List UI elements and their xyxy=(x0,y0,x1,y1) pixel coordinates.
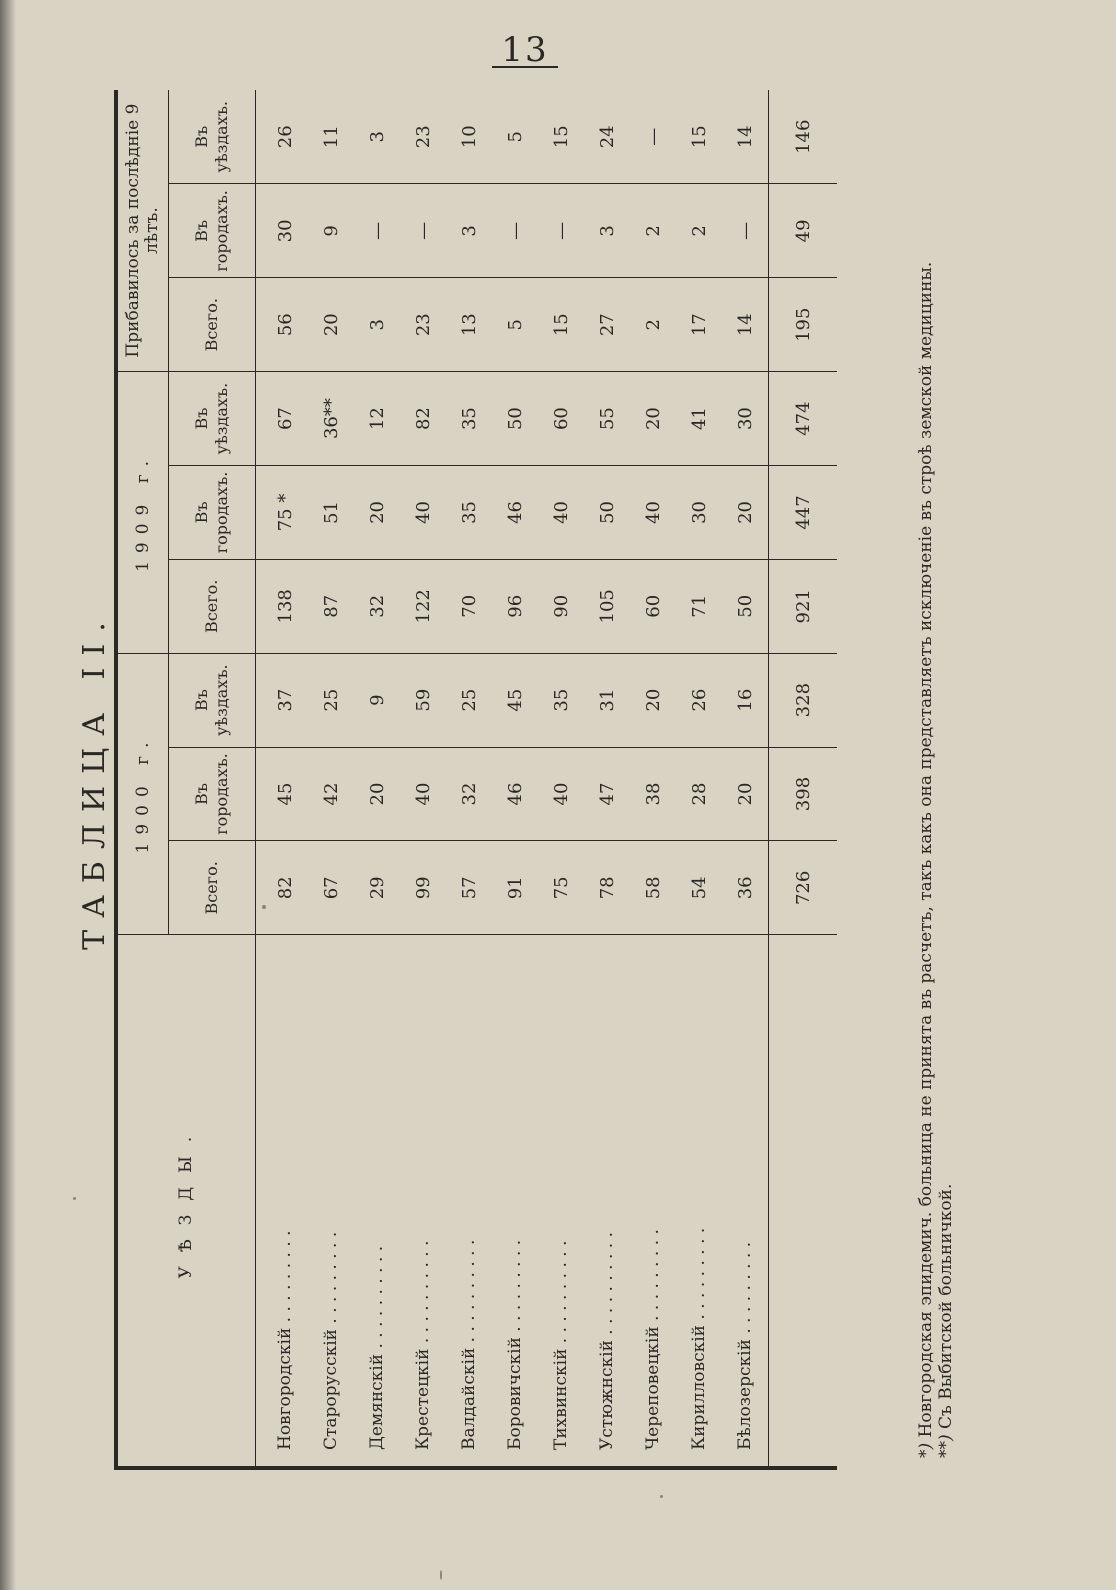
header-1909-districts: Въ уѣздахъ. xyxy=(169,372,256,466)
cell-1900-districts: 35 xyxy=(538,653,584,747)
cell-1909-total: 105 xyxy=(584,559,630,653)
table-row xyxy=(584,90,630,1468)
cell-1900-total: 91 xyxy=(492,841,538,935)
paper-speck xyxy=(73,1197,76,1200)
cell-increase-districts: 15 xyxy=(676,90,722,184)
cell-increase-towns: — xyxy=(492,184,538,278)
cell-increase-districts: 15 xyxy=(538,90,584,184)
cell-1900-districts: 25 xyxy=(446,653,492,747)
cell-1909-total: 90 xyxy=(538,559,584,653)
cell-1909-districts: 82 xyxy=(400,372,446,466)
cell-1900-districts: 26 xyxy=(676,653,722,747)
cell-1909-districts: 30 xyxy=(722,372,769,466)
header-increase-towns: Въ городахъ. xyxy=(169,184,256,278)
table-title: ТАБЛИЦА II. xyxy=(77,610,112,950)
cell-increase-towns: — xyxy=(354,184,400,278)
cell-increase-districts: 3 xyxy=(354,90,400,184)
district-label: Крестецкій xyxy=(413,1348,433,1450)
district-label: Кирилловскій xyxy=(689,1324,709,1450)
cell-1909-towns: 51 xyxy=(308,466,354,560)
cell-1909-total: 87 xyxy=(308,559,354,653)
cell-1909-total: 32 xyxy=(354,559,400,653)
district-label: Старорусскій xyxy=(321,1329,341,1450)
paper-speck xyxy=(440,1570,442,1580)
cell-increase-total: 3 xyxy=(354,278,400,372)
table-row xyxy=(492,90,538,1468)
table-row xyxy=(676,90,722,1468)
page-number: 13 xyxy=(501,30,549,70)
leader-dots: . . . . . . . . . xyxy=(689,1227,709,1320)
cell-1909-total: 71 xyxy=(676,559,722,653)
table-row xyxy=(722,90,769,1468)
cell-1900-total: 82 xyxy=(256,841,309,935)
district-name xyxy=(722,935,769,1468)
header-1909-total: Всего. xyxy=(169,559,256,653)
district-label: Боровичскій xyxy=(505,1337,525,1450)
cell-increase-districts: 23 xyxy=(400,90,446,184)
district-label: Валдайскій xyxy=(459,1347,479,1450)
table-row xyxy=(256,90,309,1468)
district-name xyxy=(256,935,309,1468)
leader-dots: . . . . . . . . . xyxy=(505,1239,525,1332)
cell-1900-towns: 20 xyxy=(354,747,400,841)
cell-1900-districts: 9 xyxy=(354,653,400,747)
cell-1909-towns: 75 * xyxy=(256,466,309,560)
district-label: Бѣлозерскій xyxy=(735,1339,755,1450)
cell-increase-towns: — xyxy=(400,184,446,278)
cell-1909-towns: 46 xyxy=(492,466,538,560)
cell-1909-districts: 12 xyxy=(354,372,400,466)
cell-1909-towns: 35 xyxy=(446,466,492,560)
cell-1900-districts: 59 xyxy=(400,653,446,747)
footnote-1-mark: *) xyxy=(916,1442,936,1458)
rotated-table-block xyxy=(77,90,960,1470)
cell-increase-total: 14 xyxy=(722,278,769,372)
cell-1909-districts: 55 xyxy=(584,372,630,466)
header-districts: УѢЗДЫ. xyxy=(116,935,256,1468)
table-row xyxy=(400,90,446,1468)
cell-increase-towns: 3 xyxy=(584,184,630,278)
header-year-1900: 1900 г. xyxy=(116,653,169,935)
district-name xyxy=(446,935,492,1468)
cell-increase-total: 13 xyxy=(446,278,492,372)
cell-increase-towns: 30 xyxy=(256,184,309,278)
district-label: Череповецкій xyxy=(643,1326,663,1450)
cell-1909-districts: 41 xyxy=(676,372,722,466)
cell-1909-towns: 20 xyxy=(354,466,400,560)
district-name xyxy=(538,935,584,1468)
cell-1909-districts: 50 xyxy=(492,372,538,466)
header-1909-towns: Въ городахъ. xyxy=(169,466,256,560)
total-1909-districts: 474 xyxy=(769,372,838,466)
cell-1900-total: 36 xyxy=(722,841,769,935)
header-year-1909: 1909 г. xyxy=(116,372,169,654)
cell-1909-districts: 60 xyxy=(538,372,584,466)
leader-dots: . . . . . . . . . . xyxy=(367,1245,387,1349)
table-row xyxy=(630,90,676,1468)
district-label: Демянскій xyxy=(367,1353,387,1450)
district-label: Тихвинскій xyxy=(551,1348,571,1450)
header-1900-total: Всего. xyxy=(169,841,256,935)
cell-increase-total: 5 xyxy=(492,278,538,372)
district-name xyxy=(308,935,354,1468)
cell-increase-total: 15 xyxy=(538,278,584,372)
cell-increase-districts: 5 xyxy=(492,90,538,184)
cell-1900-total: 99 xyxy=(400,841,446,935)
cell-1900-towns: 45 xyxy=(256,747,309,841)
leader-dots: . . . . . . . . . . xyxy=(459,1239,479,1343)
cell-1909-towns: 20 xyxy=(722,466,769,560)
cell-1909-total: 138 xyxy=(256,559,309,653)
header-1900-towns: Въ городахъ. xyxy=(169,747,256,841)
cell-increase-districts: 26 xyxy=(256,90,309,184)
cell-increase-districts: 14 xyxy=(722,90,769,184)
cell-1900-districts: 37 xyxy=(256,653,309,747)
leader-dots: . . . . . . . . . xyxy=(643,1229,663,1321)
cell-1900-total: 54 xyxy=(676,841,722,935)
cell-1909-total: 122 xyxy=(400,559,446,653)
leader-dots: . . . . . . . . . . xyxy=(597,1232,617,1335)
cell-1909-total: 70 xyxy=(446,559,492,653)
footnote-2-text: Съ Выбитской больничкой. xyxy=(936,1183,956,1429)
total-1909-total: 921 xyxy=(769,559,838,653)
cell-1909-total: 96 xyxy=(492,559,538,653)
total-1900-towns: 398 xyxy=(769,747,838,841)
cell-increase-towns: — xyxy=(722,184,769,278)
cell-1900-towns: 46 xyxy=(492,747,538,841)
cell-1900-total: 78 xyxy=(584,841,630,935)
cell-1909-districts: 36** xyxy=(308,372,354,466)
footnote-2-mark: **) xyxy=(936,1434,956,1458)
cell-1900-total: 75 xyxy=(538,841,584,935)
cell-1900-districts: 25 xyxy=(308,653,354,747)
paper-speck xyxy=(660,1495,663,1498)
table-row xyxy=(354,90,400,1468)
header-1900-districts: Въ уѣздахъ. xyxy=(169,653,256,747)
header-group-row xyxy=(116,90,169,1468)
table-row xyxy=(308,90,354,1468)
leader-dots: . . . . . . . . . . xyxy=(413,1240,433,1344)
cell-1900-total: 67 xyxy=(308,841,354,935)
cell-1909-towns: 30 xyxy=(676,466,722,560)
district-name xyxy=(354,935,400,1468)
total-increase-towns: 49 xyxy=(769,184,838,278)
cell-1909-towns: 40 xyxy=(400,466,446,560)
leader-dots: . . . . . . . . . xyxy=(275,1230,295,1323)
paper-speck xyxy=(262,905,266,909)
cell-increase-total: 17 xyxy=(676,278,722,372)
cell-1909-towns: 40 xyxy=(630,466,676,560)
footnote-1-text: Новгородская эпидемич. больница не принята въ расчетъ, такъ какъ она представляетъ исключеніе въ строѣ земской медицины. xyxy=(916,261,936,1438)
total-1909-towns: 447 xyxy=(769,466,838,560)
header-increase-total: Всего. xyxy=(169,278,256,372)
cell-increase-total: 56 xyxy=(256,278,309,372)
cell-1909-districts: 20 xyxy=(630,372,676,466)
cell-1900-towns: 42 xyxy=(308,747,354,841)
cell-1900-districts: 16 xyxy=(722,653,769,747)
cell-increase-towns: 3 xyxy=(446,184,492,278)
page-number-rule xyxy=(492,66,558,68)
cell-1900-total: 57 xyxy=(446,841,492,935)
header-increase: Прибавилось за послѣдніе 9 лѣтъ. xyxy=(116,90,169,372)
cell-increase-towns: — xyxy=(538,184,584,278)
cell-1900-towns: 28 xyxy=(676,747,722,841)
book-spine xyxy=(0,0,16,1590)
cell-increase-total: 27 xyxy=(584,278,630,372)
header-increase-districts: Въ уѣздахъ. xyxy=(169,90,256,184)
cell-1900-districts: 45 xyxy=(492,653,538,747)
cell-1900-towns: 20 xyxy=(722,747,769,841)
cell-1909-districts: 35 xyxy=(446,372,492,466)
leader-dots: . . . . . . . . . . xyxy=(551,1240,571,1344)
cell-increase-towns: 2 xyxy=(676,184,722,278)
district-name xyxy=(630,935,676,1468)
cell-increase-towns: 9 xyxy=(308,184,354,278)
total-1900-districts: 328 xyxy=(769,653,838,747)
cell-1909-total: 50 xyxy=(722,559,769,653)
statistics-table xyxy=(114,90,837,1470)
footnotes xyxy=(916,90,956,1470)
leader-dots: . . . . . . . . . xyxy=(735,1241,755,1334)
leader-dots: . . . . . . . . . xyxy=(321,1231,341,1324)
cell-increase-total: 20 xyxy=(308,278,354,372)
totals-label-empty xyxy=(769,935,838,1468)
cell-1909-towns: 40 xyxy=(538,466,584,560)
total-increase-districts: 146 xyxy=(769,90,838,184)
footnote-2 xyxy=(936,90,956,1470)
cell-increase-towns: 2 xyxy=(630,184,676,278)
cell-increase-districts: 10 xyxy=(446,90,492,184)
district-name xyxy=(676,935,722,1468)
cell-1900-towns: 47 xyxy=(584,747,630,841)
district-label: Новгородскій xyxy=(275,1327,295,1450)
cell-increase-districts: 11 xyxy=(308,90,354,184)
cell-increase-districts: — xyxy=(630,90,676,184)
district-name xyxy=(584,935,630,1468)
cell-increase-total: 2 xyxy=(630,278,676,372)
cell-increase-total: 23 xyxy=(400,278,446,372)
cell-1909-total: 60 xyxy=(630,559,676,653)
cell-1900-towns: 40 xyxy=(538,747,584,841)
totals-row xyxy=(769,90,838,1468)
district-name xyxy=(400,935,446,1468)
cell-1900-districts: 20 xyxy=(630,653,676,747)
cell-1900-districts: 31 xyxy=(584,653,630,747)
cell-increase-districts: 24 xyxy=(584,90,630,184)
cell-1900-towns: 38 xyxy=(630,747,676,841)
table-row xyxy=(446,90,492,1468)
cell-1900-towns: 40 xyxy=(400,747,446,841)
cell-1909-towns: 50 xyxy=(584,466,630,560)
total-1900-total: 726 xyxy=(769,841,838,935)
cell-1909-districts: 67 xyxy=(256,372,309,466)
cell-1900-towns: 32 xyxy=(446,747,492,841)
cell-1900-total: 29 xyxy=(354,841,400,935)
district-name xyxy=(492,935,538,1468)
cell-1900-total: 58 xyxy=(630,841,676,935)
footnote-1 xyxy=(916,90,936,1470)
table-row xyxy=(538,90,584,1468)
district-label: Устюжнскій xyxy=(597,1340,617,1450)
total-increase-total: 195 xyxy=(769,278,838,372)
